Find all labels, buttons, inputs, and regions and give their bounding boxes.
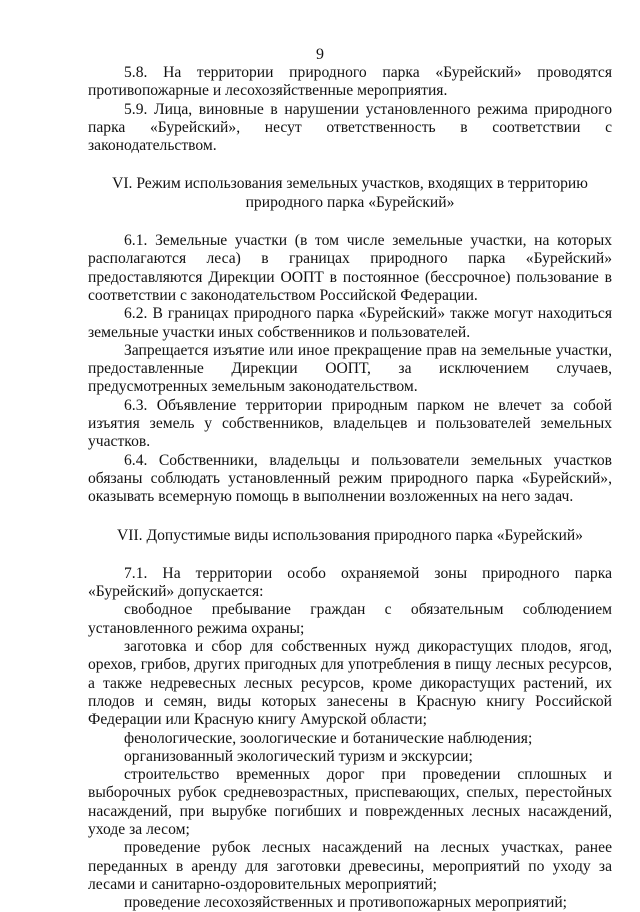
paragraph-6-2: 6.2. В границах природного парка «Бурейский» также могут находиться земельные участки иных собственников и пользователей.	[88, 305, 612, 341]
paragraph-6-1: 6.1. Земельные участки (в том числе земельные участки, на которых располагаются леса) в границах природного парка «Бурейский» предоставляются Дирекции ООПТ в постоянное (бессрочное) пользование в соответствии с законодательством Российской Федерации.	[88, 232, 612, 304]
paragraph-7-1: 7.1. На территории особо охраняемой зоны природного парка «Бурейский» допускается:	[88, 564, 612, 601]
list-item-logging: проведение рубок лесных насаждений на лесных участках, ранее переданных в аренду для заготовки древесины, мероприятий по уходу за лесами и санитарно-оздоровительных мероприятий;	[88, 839, 612, 893]
paragraph-5-8: 5.8. На территории природного парка «Бурейский» проводятся противопожарные и лесохозяйственные мероприятия.	[88, 64, 612, 100]
page-number: 9	[316, 46, 324, 63]
list-item-free-stay: свободное пребывание граждан с обязательным соблюдением установленного режима охраны;	[88, 601, 612, 637]
paragraph-6-4: 6.4. Собственники, владельцы и пользователи земельных участков обязаны соблюдать установленный режим природного парка «Бурейский», оказывать всемерную помощь в выполнении возложенных на него задач.	[88, 451, 612, 506]
list-item-harvesting: заготовка и сбор для собственных нужд дикорастущих плодов, ягод, орехов, грибов, других пригодных для употребления в пищу лесных ресурсов, а также недревесных лесных ресурсов, кроме дикорастущих растений, их плодов и семян, виды которых занесены в Красную книгу Российской Федерации или Красную книгу Амурской области;	[88, 638, 612, 729]
paragraph-prohibition: Запрещается изъятие или иное прекращение прав на земельные участки, предоставленные Дирекции ООПТ, за исключением случаев, предусмотренных земельным законодательством.	[88, 341, 612, 396]
section-heading-vi: VI. Режим использования земельных участков, входящих в территорию природного парка «Бурейский»	[112, 175, 588, 211]
paragraph-6-3: 6.3. Объявление территории природным парком не влечет за собой изъятия земель у собственников, владельцев и пользователей земельных участков.	[88, 396, 612, 451]
list-item-observations: фенологические, зоологические и ботанические наблюдения;	[124, 729, 533, 747]
paragraph-5-9: 5.9. Лица, виновные в нарушении установленного режима природного парка «Бурейский», несут ответственность в соответствии с законодательством.	[88, 100, 612, 155]
section-heading-vii: VII. Допустимые виды использования природного парка «Бурейский»	[117, 526, 583, 544]
list-item-temporary-roads: строительство временных дорог при проведении сплошных и выборочных рубок средневозрастных, приспевающих, спелых, перестойных насаждений, при вырубке погибших и поврежденных лесных насаждений, уходе за лесом;	[88, 766, 612, 838]
document-body	[88, 64, 612, 912]
list-item-ecotourism: организованный экологический туризм и экскурсии;	[124, 747, 473, 765]
list-item-forestry-measures: проведение лесохозяйственных и противопожарных мероприятий;	[124, 894, 568, 912]
